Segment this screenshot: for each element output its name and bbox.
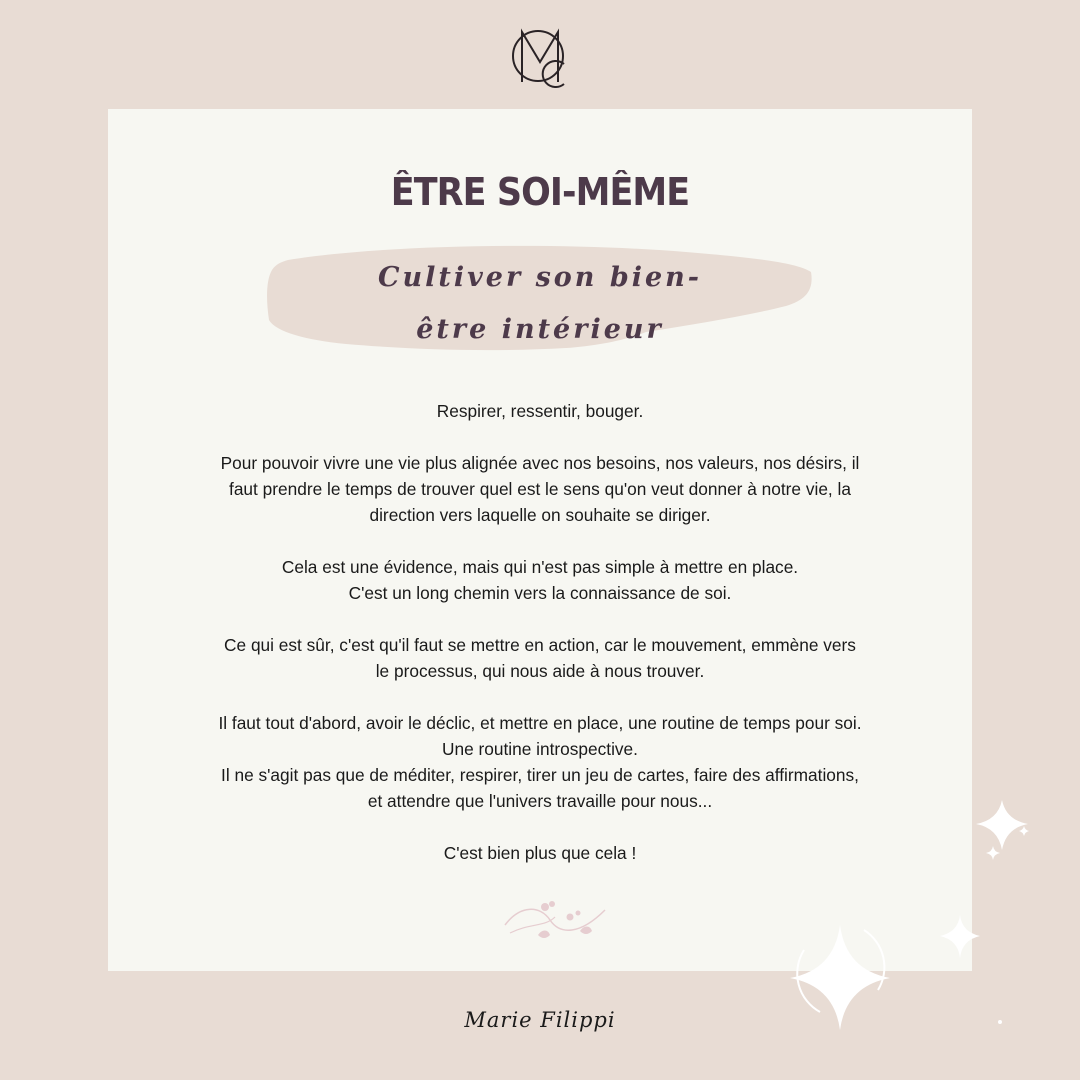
paragraph [170, 554, 910, 606]
floral-ornament-icon [500, 895, 610, 945]
text-line: direction vers laquelle on souhaite se diriger. [369, 505, 711, 525]
subtitle-line-1: Cultiver son bien- [378, 262, 702, 293]
paragraph [170, 398, 910, 424]
sparkles-decoration-icon [780, 790, 1080, 1040]
paragraph [170, 632, 910, 684]
text-line: C'est bien plus que cela ! [443, 843, 637, 863]
logo-monogram-icon [510, 24, 570, 88]
text-line: Cela est une évidence, mais qui n'est pas simple à mettre en place. [281, 557, 799, 577]
text-line: le processus, qui nous aide à nous trouver. [375, 661, 705, 681]
text-line: et attendre que l'univers travaille pour nous... [367, 791, 713, 811]
signature: Marie Filippi [464, 1008, 616, 1032]
text-line: Il ne s'agit pas que de méditer, respirer, tirer un jeu de cartes, faire des affirmations, [221, 765, 859, 785]
page-title: ÊTRE SOI-MÊME [390, 170, 690, 214]
text-line: C'est un long chemin vers la connaissance de soi. [348, 583, 732, 603]
text-line: faut prendre le temps de trouver quel est le sens qu'on veut donner à notre vie, la [229, 479, 851, 499]
text-line: Pour pouvoir vivre une vie plus alignée avec nos besoins, nos valeurs, nos désirs, il [220, 453, 860, 473]
subtitle-line-2: être intérieur [416, 314, 664, 345]
subtitle [360, 252, 720, 356]
text-line: Une routine introspective. [442, 739, 638, 759]
text-line: Respirer, ressentir, bouger. [436, 401, 644, 421]
text-line: Ce qui est sûr, c'est qu'il faut se mettre en action, car le mouvement, emmène vers [224, 635, 856, 655]
text-line: Il faut tout d'abord, avoir le déclic, et mettre en place, une routine de temps pour soi. [218, 713, 862, 733]
paragraph [170, 450, 910, 528]
